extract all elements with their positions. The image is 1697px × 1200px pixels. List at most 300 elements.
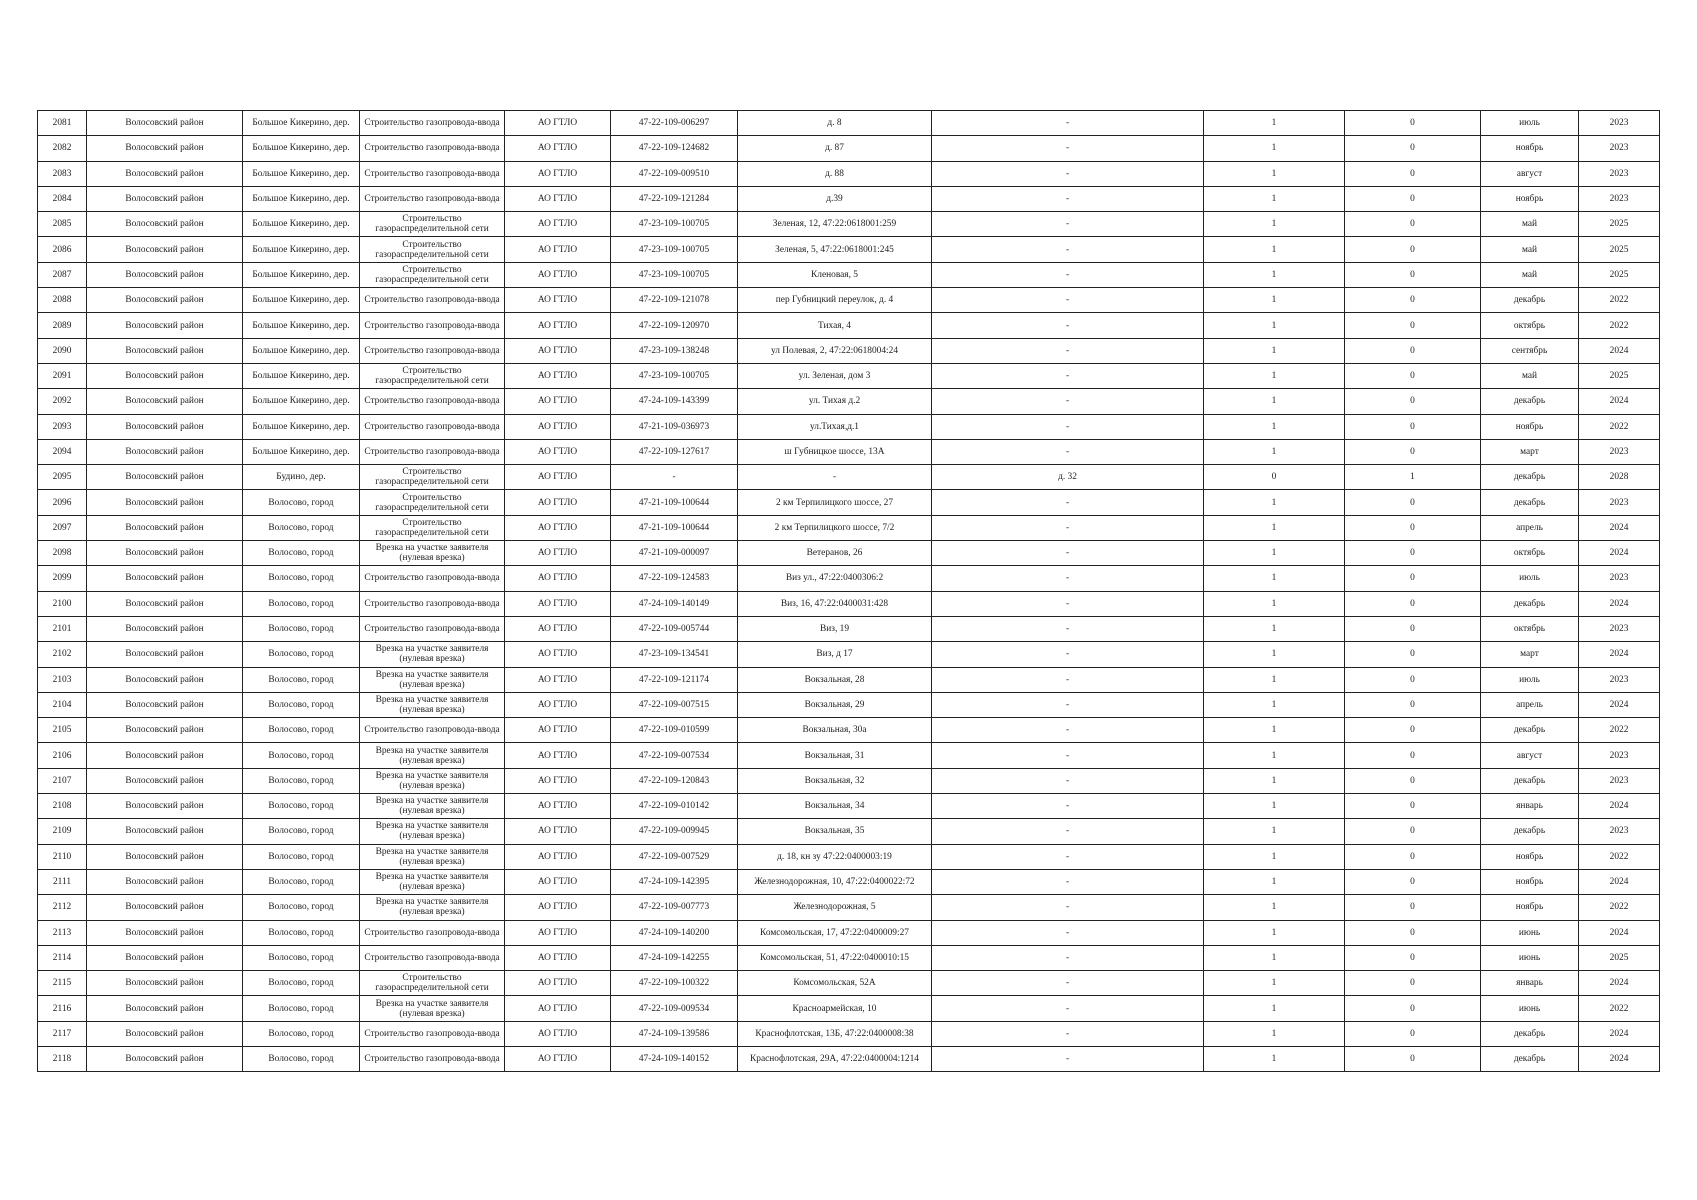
cell-month: июль xyxy=(1481,111,1579,136)
cell-district: Волосовский район xyxy=(87,338,243,363)
cell-district: Волосовский район xyxy=(87,642,243,667)
cell-settlement: Волосово, город xyxy=(243,667,360,692)
table-row xyxy=(38,490,1660,515)
cell-row-number: 2104 xyxy=(38,692,87,717)
cell-year: 2023 xyxy=(1579,743,1660,768)
cell-count-b: 0 xyxy=(1345,439,1481,464)
cell-organization: АО ГТЛО xyxy=(505,945,611,970)
cell-house-number: - xyxy=(932,515,1204,540)
cell-row-number: 2102 xyxy=(38,642,87,667)
cell-house-number: - xyxy=(932,844,1204,869)
cell-application-number: 47-24-109-143399 xyxy=(611,389,738,414)
cell-work-type: Врезка на участке заявителя (нулевая врезка) xyxy=(360,844,505,869)
cell-work-type: Строительство газопровода-ввода xyxy=(360,945,505,970)
cell-house-number: - xyxy=(932,1046,1204,1071)
cell-settlement: Большое Кикерино, дер. xyxy=(243,136,360,161)
cell-organization: АО ГТЛО xyxy=(505,819,611,844)
cell-organization: АО ГТЛО xyxy=(505,591,611,616)
cell-house-number: - xyxy=(932,414,1204,439)
cell-work-type: Строительство газопровода-ввода xyxy=(360,338,505,363)
cell-count-a: 1 xyxy=(1204,591,1345,616)
cell-organization: АО ГТЛО xyxy=(505,490,611,515)
cell-row-number: 2097 xyxy=(38,515,87,540)
cell-year: 2024 xyxy=(1579,389,1660,414)
cell-count-a: 1 xyxy=(1204,996,1345,1021)
cell-address: Вокзальная, 28 xyxy=(738,667,932,692)
cell-organization: АО ГТЛО xyxy=(505,541,611,566)
cell-district: Волосовский район xyxy=(87,920,243,945)
cell-count-b: 0 xyxy=(1345,667,1481,692)
cell-district: Волосовский район xyxy=(87,136,243,161)
cell-work-type: Строительство газораспределительной сети xyxy=(360,490,505,515)
cell-application-number: 47-24-109-140152 xyxy=(611,1046,738,1071)
cell-work-type: Строительство газопровода-ввода xyxy=(360,161,505,186)
cell-month: январь xyxy=(1481,794,1579,819)
cell-month: октябрь xyxy=(1481,616,1579,641)
cell-house-number: - xyxy=(932,591,1204,616)
cell-year: 2023 xyxy=(1579,819,1660,844)
cell-work-type: Строительство газораспределительной сети xyxy=(360,465,505,490)
cell-house-number: - xyxy=(932,794,1204,819)
cell-application-number: 47-21-109-100644 xyxy=(611,515,738,540)
cell-district: Волосовский район xyxy=(87,945,243,970)
cell-count-a: 1 xyxy=(1204,768,1345,793)
cell-organization: АО ГТЛО xyxy=(505,642,611,667)
cell-application-number: 47-22-109-010142 xyxy=(611,794,738,819)
cell-organization: АО ГТЛО xyxy=(505,566,611,591)
cell-district: Волосовский район xyxy=(87,794,243,819)
cell-address: Ветеранов, 26 xyxy=(738,541,932,566)
cell-application-number: 47-23-109-100705 xyxy=(611,363,738,388)
cell-settlement: Волосово, город xyxy=(243,1046,360,1071)
table-row xyxy=(38,996,1660,1021)
cell-address: - xyxy=(738,465,932,490)
cell-address: Краснофлотская, 13Б, 47:22:0400008:38 xyxy=(738,1021,932,1046)
table-row xyxy=(38,945,1660,970)
cell-house-number: - xyxy=(932,338,1204,363)
cell-house-number: - xyxy=(932,920,1204,945)
cell-count-a: 1 xyxy=(1204,616,1345,641)
cell-settlement: Большое Кикерино, дер. xyxy=(243,288,360,313)
table-row xyxy=(38,692,1660,717)
cell-work-type: Строительство газопровода-ввода xyxy=(360,136,505,161)
cell-settlement: Большое Кикерино, дер. xyxy=(243,338,360,363)
cell-district: Волосовский район xyxy=(87,743,243,768)
cell-year: 2024 xyxy=(1579,869,1660,894)
cell-count-a: 1 xyxy=(1204,718,1345,743)
table-row xyxy=(38,768,1660,793)
cell-row-number: 2088 xyxy=(38,288,87,313)
cell-count-b: 0 xyxy=(1345,996,1481,1021)
cell-count-b: 0 xyxy=(1345,971,1481,996)
cell-count-b: 0 xyxy=(1345,1021,1481,1046)
cell-settlement: Волосово, город xyxy=(243,566,360,591)
cell-settlement: Большое Кикерино, дер. xyxy=(243,111,360,136)
table-row xyxy=(38,111,1660,136)
cell-application-number: 47-22-109-100322 xyxy=(611,971,738,996)
cell-row-number: 2101 xyxy=(38,616,87,641)
cell-settlement: Волосово, город xyxy=(243,768,360,793)
cell-month: май xyxy=(1481,237,1579,262)
cell-count-b: 0 xyxy=(1345,743,1481,768)
cell-district: Волосовский район xyxy=(87,389,243,414)
cell-application-number: 47-22-109-006297 xyxy=(611,111,738,136)
cell-address: ш Губницкое шоссе, 13А xyxy=(738,439,932,464)
cell-application-number: 47-24-109-140200 xyxy=(611,920,738,945)
cell-application-number: 47-23-109-100705 xyxy=(611,262,738,287)
cell-work-type: Врезка на участке заявителя (нулевая врезка) xyxy=(360,642,505,667)
cell-settlement: Большое Кикерино, дер. xyxy=(243,186,360,211)
cell-count-b: 0 xyxy=(1345,591,1481,616)
cell-count-a: 1 xyxy=(1204,844,1345,869)
cell-work-type: Строительство газопровода-ввода xyxy=(360,111,505,136)
cell-organization: АО ГТЛО xyxy=(505,971,611,996)
cell-month: ноябрь xyxy=(1481,136,1579,161)
cell-organization: АО ГТЛО xyxy=(505,186,611,211)
cell-month: октябрь xyxy=(1481,541,1579,566)
cell-address: д. 18, кн зу 47:22:0400003:19 xyxy=(738,844,932,869)
cell-count-a: 1 xyxy=(1204,414,1345,439)
cell-work-type: Строительство газораспределительной сети xyxy=(360,515,505,540)
cell-organization: АО ГТЛО xyxy=(505,111,611,136)
cell-row-number: 2103 xyxy=(38,667,87,692)
table-row xyxy=(38,515,1660,540)
table-row xyxy=(38,844,1660,869)
cell-settlement: Волосово, город xyxy=(243,895,360,920)
cell-settlement: Большое Кикерино, дер. xyxy=(243,439,360,464)
cell-count-a: 1 xyxy=(1204,363,1345,388)
cell-house-number: - xyxy=(932,692,1204,717)
cell-address: Зеленая, 5, 47:22:0618001:245 xyxy=(738,237,932,262)
cell-year: 2024 xyxy=(1579,591,1660,616)
cell-work-type: Строительство газораспределительной сети xyxy=(360,237,505,262)
cell-row-number: 2091 xyxy=(38,363,87,388)
cell-row-number: 2086 xyxy=(38,237,87,262)
cell-organization: АО ГТЛО xyxy=(505,844,611,869)
cell-count-b: 0 xyxy=(1345,515,1481,540)
cell-house-number: - xyxy=(932,541,1204,566)
cell-house-number: - xyxy=(932,718,1204,743)
cell-settlement: Волосово, город xyxy=(243,591,360,616)
cell-year: 2023 xyxy=(1579,768,1660,793)
cell-settlement: Волосово, город xyxy=(243,819,360,844)
cell-address: Красноармейская, 10 xyxy=(738,996,932,1021)
cell-row-number: 2108 xyxy=(38,794,87,819)
table-row xyxy=(38,439,1660,464)
cell-row-number: 2116 xyxy=(38,996,87,1021)
cell-address: ул. Тихая д.2 xyxy=(738,389,932,414)
cell-month: март xyxy=(1481,642,1579,667)
cell-row-number: 2115 xyxy=(38,971,87,996)
cell-district: Волосовский район xyxy=(87,515,243,540)
cell-work-type: Строительство газопровода-ввода xyxy=(360,566,505,591)
table-row xyxy=(38,313,1660,338)
cell-house-number: - xyxy=(932,616,1204,641)
cell-organization: АО ГТЛО xyxy=(505,237,611,262)
cell-address: Виз ул., 47:22:0400306:2 xyxy=(738,566,932,591)
cell-row-number: 2112 xyxy=(38,895,87,920)
cell-address: Виз, 19 xyxy=(738,616,932,641)
cell-settlement: Большое Кикерино, дер. xyxy=(243,161,360,186)
table-row xyxy=(38,794,1660,819)
cell-application-number: 47-22-109-120843 xyxy=(611,768,738,793)
cell-count-b: 0 xyxy=(1345,262,1481,287)
cell-month: ноябрь xyxy=(1481,414,1579,439)
cell-row-number: 2096 xyxy=(38,490,87,515)
cell-address: Виз, д 17 xyxy=(738,642,932,667)
cell-month: июнь xyxy=(1481,996,1579,1021)
cell-count-b: 0 xyxy=(1345,338,1481,363)
gasification-table xyxy=(37,110,1660,1072)
cell-district: Волосовский район xyxy=(87,844,243,869)
cell-organization: АО ГТЛО xyxy=(505,389,611,414)
cell-address: д. 87 xyxy=(738,136,932,161)
cell-year: 2023 xyxy=(1579,566,1660,591)
cell-count-b: 0 xyxy=(1345,363,1481,388)
cell-row-number: 2107 xyxy=(38,768,87,793)
cell-district: Волосовский район xyxy=(87,212,243,237)
cell-month: декабрь xyxy=(1481,1046,1579,1071)
cell-count-a: 1 xyxy=(1204,338,1345,363)
cell-settlement: Волосово, город xyxy=(243,1021,360,1046)
cell-month: декабрь xyxy=(1481,288,1579,313)
cell-organization: АО ГТЛО xyxy=(505,895,611,920)
cell-count-b: 0 xyxy=(1345,794,1481,819)
cell-organization: АО ГТЛО xyxy=(505,794,611,819)
cell-month: июнь xyxy=(1481,920,1579,945)
cell-house-number: - xyxy=(932,212,1204,237)
cell-application-number: 47-22-109-121284 xyxy=(611,186,738,211)
cell-settlement: Большое Кикерино, дер. xyxy=(243,212,360,237)
cell-district: Волосовский район xyxy=(87,869,243,894)
cell-year: 2023 xyxy=(1579,111,1660,136)
cell-district: Волосовский район xyxy=(87,591,243,616)
cell-house-number: - xyxy=(932,136,1204,161)
cell-count-a: 1 xyxy=(1204,743,1345,768)
cell-row-number: 2084 xyxy=(38,186,87,211)
cell-month: октябрь xyxy=(1481,313,1579,338)
cell-house-number: - xyxy=(932,111,1204,136)
cell-year: 2024 xyxy=(1579,1046,1660,1071)
cell-settlement: Волосово, город xyxy=(243,515,360,540)
cell-row-number: 2106 xyxy=(38,743,87,768)
cell-district: Волосовский район xyxy=(87,111,243,136)
cell-district: Волосовский район xyxy=(87,768,243,793)
cell-count-b: 0 xyxy=(1345,616,1481,641)
cell-address: пер Губницкий переулок, д. 4 xyxy=(738,288,932,313)
cell-year: 2024 xyxy=(1579,338,1660,363)
cell-count-b: 0 xyxy=(1345,1046,1481,1071)
cell-row-number: 2092 xyxy=(38,389,87,414)
cell-settlement: Волосово, город xyxy=(243,996,360,1021)
document-page xyxy=(37,110,1659,1072)
cell-settlement: Волосово, город xyxy=(243,971,360,996)
cell-row-number: 2111 xyxy=(38,869,87,894)
cell-house-number: - xyxy=(932,971,1204,996)
cell-application-number: 47-22-109-124583 xyxy=(611,566,738,591)
cell-month: май xyxy=(1481,262,1579,287)
cell-settlement: Волосово, город xyxy=(243,642,360,667)
cell-organization: АО ГТЛО xyxy=(505,1021,611,1046)
cell-year: 2025 xyxy=(1579,212,1660,237)
cell-year: 2022 xyxy=(1579,895,1660,920)
cell-year: 2024 xyxy=(1579,1021,1660,1046)
table-row xyxy=(38,288,1660,313)
table-row xyxy=(38,465,1660,490)
table-row xyxy=(38,819,1660,844)
cell-count-b: 0 xyxy=(1345,945,1481,970)
cell-work-type: Врезка на участке заявителя (нулевая врезка) xyxy=(360,743,505,768)
cell-district: Волосовский район xyxy=(87,667,243,692)
cell-year: 2023 xyxy=(1579,667,1660,692)
cell-district: Волосовский район xyxy=(87,616,243,641)
cell-month: июнь xyxy=(1481,945,1579,970)
cell-organization: АО ГТЛО xyxy=(505,288,611,313)
cell-settlement: Волосово, город xyxy=(243,718,360,743)
cell-house-number: - xyxy=(932,490,1204,515)
cell-settlement: Большое Кикерино, дер. xyxy=(243,363,360,388)
cell-work-type: Врезка на участке заявителя (нулевая врезка) xyxy=(360,794,505,819)
cell-work-type: Врезка на участке заявителя (нулевая врезка) xyxy=(360,768,505,793)
cell-month: ноябрь xyxy=(1481,869,1579,894)
cell-work-type: Строительство газопровода-ввода xyxy=(360,718,505,743)
cell-organization: АО ГТЛО xyxy=(505,869,611,894)
cell-row-number: 2098 xyxy=(38,541,87,566)
cell-address: ул. Зеленая, дом 3 xyxy=(738,363,932,388)
cell-organization: АО ГТЛО xyxy=(505,515,611,540)
cell-district: Волосовский район xyxy=(87,313,243,338)
cell-count-b: 0 xyxy=(1345,541,1481,566)
cell-row-number: 2090 xyxy=(38,338,87,363)
cell-settlement: Волосово, город xyxy=(243,743,360,768)
cell-count-a: 1 xyxy=(1204,490,1345,515)
cell-count-b: 0 xyxy=(1345,111,1481,136)
cell-count-a: 1 xyxy=(1204,439,1345,464)
cell-work-type: Строительство газопровода-ввода xyxy=(360,288,505,313)
cell-count-a: 1 xyxy=(1204,161,1345,186)
cell-address: Комсомольская, 51, 47:22:0400010:15 xyxy=(738,945,932,970)
cell-district: Волосовский район xyxy=(87,363,243,388)
cell-count-a: 1 xyxy=(1204,515,1345,540)
cell-count-b: 0 xyxy=(1345,237,1481,262)
cell-year: 2022 xyxy=(1579,414,1660,439)
cell-month: ноябрь xyxy=(1481,895,1579,920)
cell-count-a: 1 xyxy=(1204,819,1345,844)
cell-count-a: 1 xyxy=(1204,794,1345,819)
cell-count-b: 0 xyxy=(1345,895,1481,920)
cell-work-type: Строительство газораспределительной сети xyxy=(360,212,505,237)
cell-count-b: 0 xyxy=(1345,414,1481,439)
cell-house-number: - xyxy=(932,288,1204,313)
table-row xyxy=(38,541,1660,566)
cell-year: 2023 xyxy=(1579,161,1660,186)
cell-month: июль xyxy=(1481,667,1579,692)
cell-year: 2023 xyxy=(1579,186,1660,211)
cell-district: Волосовский район xyxy=(87,971,243,996)
cell-address: д.39 xyxy=(738,186,932,211)
cell-month: июль xyxy=(1481,566,1579,591)
cell-count-b: 0 xyxy=(1345,920,1481,945)
cell-count-b: 0 xyxy=(1345,819,1481,844)
cell-count-b: 0 xyxy=(1345,642,1481,667)
cell-organization: АО ГТЛО xyxy=(505,439,611,464)
cell-row-number: 2100 xyxy=(38,591,87,616)
cell-organization: АО ГТЛО xyxy=(505,136,611,161)
cell-month: ноябрь xyxy=(1481,844,1579,869)
cell-month: август xyxy=(1481,161,1579,186)
cell-organization: АО ГТЛО xyxy=(505,262,611,287)
cell-row-number: 2093 xyxy=(38,414,87,439)
cell-work-type: Строительство газопровода-ввода xyxy=(360,1021,505,1046)
cell-year: 2022 xyxy=(1579,996,1660,1021)
cell-application-number: 47-22-109-127617 xyxy=(611,439,738,464)
cell-month: декабрь xyxy=(1481,718,1579,743)
cell-application-number: 47-23-109-134541 xyxy=(611,642,738,667)
cell-work-type: Строительство газопровода-ввода xyxy=(360,1046,505,1071)
cell-address: Вокзальная, 34 xyxy=(738,794,932,819)
cell-application-number: 47-21-109-100644 xyxy=(611,490,738,515)
cell-month: апрель xyxy=(1481,515,1579,540)
cell-house-number: - xyxy=(932,945,1204,970)
cell-year: 2024 xyxy=(1579,971,1660,996)
table-row xyxy=(38,237,1660,262)
cell-district: Волосовский район xyxy=(87,996,243,1021)
cell-work-type: Врезка на участке заявителя (нулевая врезка) xyxy=(360,895,505,920)
cell-settlement: Большое Кикерино, дер. xyxy=(243,389,360,414)
cell-address: 2 км Терпилицкого шоссе, 27 xyxy=(738,490,932,515)
cell-application-number: 47-24-109-140149 xyxy=(611,591,738,616)
cell-count-b: 0 xyxy=(1345,389,1481,414)
cell-address: д. 88 xyxy=(738,161,932,186)
cell-district: Волосовский район xyxy=(87,262,243,287)
cell-house-number: - xyxy=(932,667,1204,692)
cell-work-type: Строительство газопровода-ввода xyxy=(360,920,505,945)
table-row xyxy=(38,616,1660,641)
cell-address: ул.Тихая,д.1 xyxy=(738,414,932,439)
cell-district: Волосовский район xyxy=(87,414,243,439)
cell-row-number: 2081 xyxy=(38,111,87,136)
cell-house-number: - xyxy=(932,161,1204,186)
cell-district: Волосовский район xyxy=(87,237,243,262)
cell-count-b: 0 xyxy=(1345,768,1481,793)
cell-count-a: 1 xyxy=(1204,262,1345,287)
cell-address: Краснофлотская, 29А, 47:22:0400004:1214 xyxy=(738,1046,932,1071)
cell-organization: АО ГТЛО xyxy=(505,692,611,717)
cell-count-a: 1 xyxy=(1204,136,1345,161)
cell-work-type: Строительство газопровода-ввода xyxy=(360,616,505,641)
cell-organization: АО ГТЛО xyxy=(505,743,611,768)
cell-count-a: 1 xyxy=(1204,971,1345,996)
cell-count-b: 0 xyxy=(1345,186,1481,211)
cell-application-number: 47-24-109-139586 xyxy=(611,1021,738,1046)
cell-settlement: Большое Кикерино, дер. xyxy=(243,414,360,439)
cell-settlement: Волосово, город xyxy=(243,920,360,945)
cell-month: апрель xyxy=(1481,692,1579,717)
cell-house-number: - xyxy=(932,262,1204,287)
cell-settlement: Волосово, город xyxy=(243,794,360,819)
cell-work-type: Строительство газопровода-ввода xyxy=(360,186,505,211)
cell-row-number: 2082 xyxy=(38,136,87,161)
cell-count-a: 1 xyxy=(1204,692,1345,717)
cell-month: май xyxy=(1481,212,1579,237)
cell-work-type: Строительство газораспределительной сети xyxy=(360,363,505,388)
cell-house-number: - xyxy=(932,363,1204,388)
cell-application-number: 47-24-109-142395 xyxy=(611,869,738,894)
cell-house-number: - xyxy=(932,439,1204,464)
cell-house-number: - xyxy=(932,768,1204,793)
table-row xyxy=(38,414,1660,439)
cell-house-number: - xyxy=(932,186,1204,211)
